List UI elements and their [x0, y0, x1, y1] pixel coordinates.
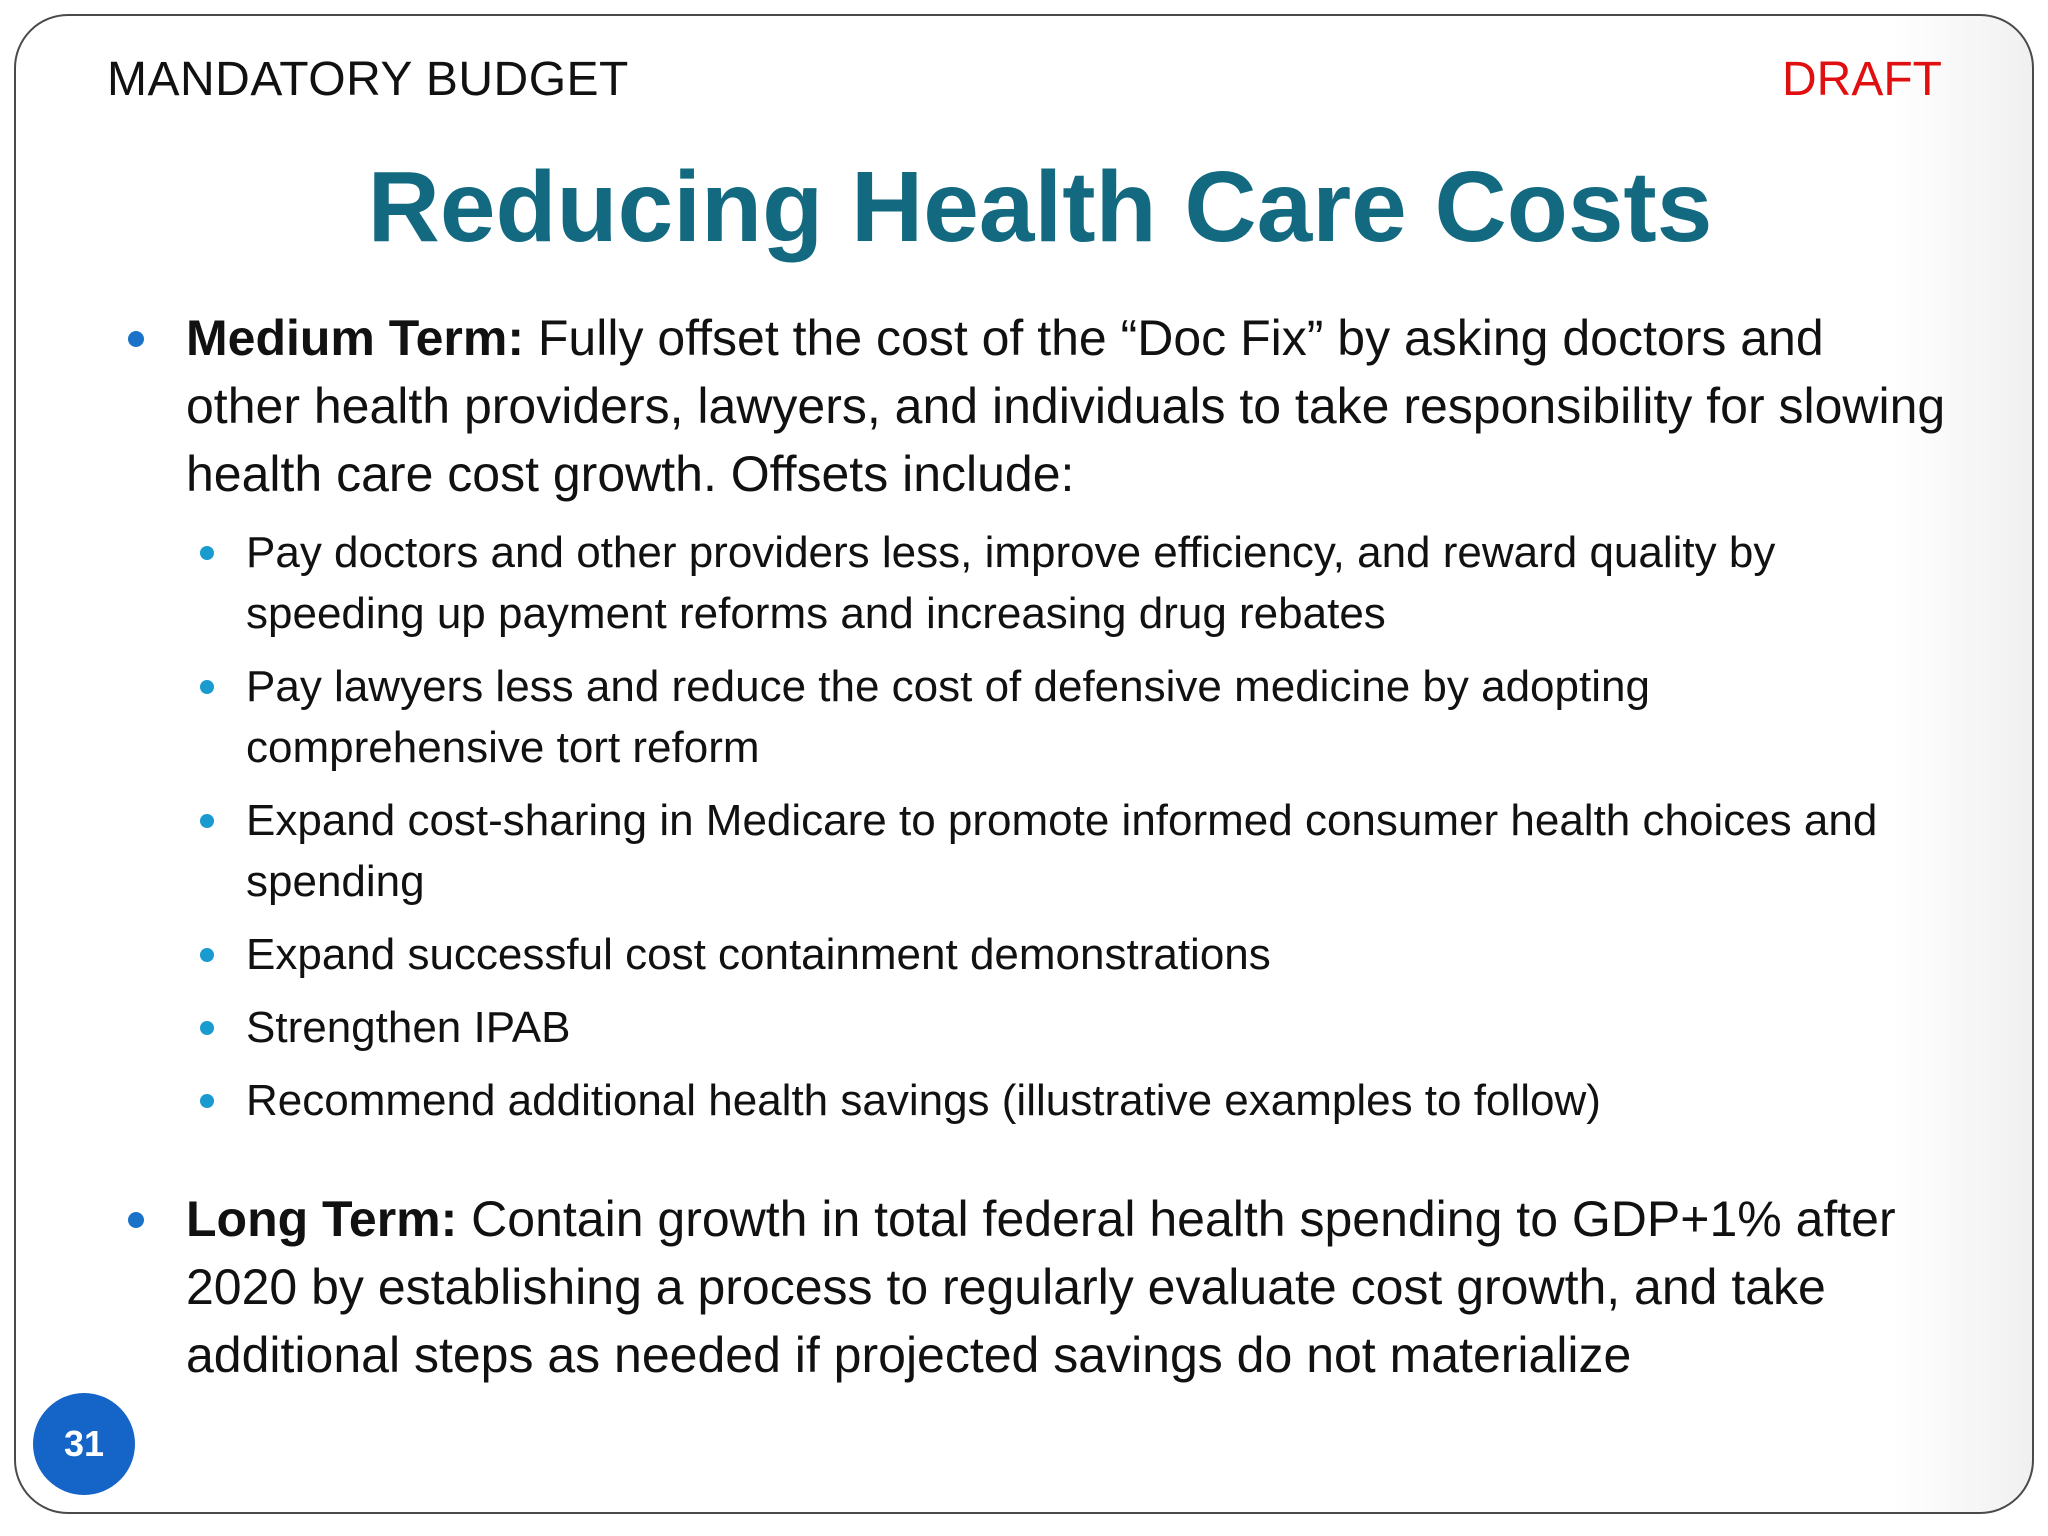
medium-term-label: Medium Term:: [186, 310, 524, 366]
list-item: [246, 656, 1950, 778]
slide-title: Reducing Health Care Costs: [367, 151, 1713, 263]
bullet-icon: [128, 331, 144, 347]
bullet-icon: [200, 1094, 214, 1108]
list-item-text: Strengthen IPAB: [246, 1003, 571, 1052]
long-term-text: Contain growth in total federal health spending to GDP+1% after 2020 by establishing a process to regularly evaluate cost growth, and take additional steps as needed if projected savings do not materialize: [186, 1191, 1896, 1383]
medium-term-item: [120, 304, 1950, 508]
list-item: [246, 790, 1950, 912]
offsets-list: [120, 522, 1950, 1131]
medium-term-text: Fully offset the cost of the “Doc Fix” by asking doctors and other health providers, lawyers, and individuals to take responsibility for slowing health care cost growth. Offsets include:: [186, 310, 1946, 502]
list-item-text: Recommend additional health savings (illustrative examples to follow): [246, 1076, 1601, 1125]
list-item-text: Pay doctors and other providers less, improve efficiency, and reward quality by speeding up payment reforms and increasing drug rebates: [246, 528, 1776, 638]
page-number-badge: 31: [33, 1393, 135, 1495]
list-item-text: Pay lawyers less and reduce the cost of defensive medicine by adopting comprehensive tort reform: [246, 662, 1650, 772]
bullet-icon: [200, 814, 214, 828]
list-item: [246, 924, 1950, 985]
list-item-text: Expand successful cost containment demonstrations: [246, 930, 1271, 979]
list-item: [246, 522, 1950, 644]
list-item: [246, 997, 1950, 1058]
bullet-icon: [200, 680, 214, 694]
draft-label: DRAFT: [1782, 53, 1942, 106]
slide-content: [120, 304, 1950, 1389]
bullet-icon: [200, 948, 214, 962]
bullet-icon: [128, 1212, 144, 1228]
list-item-text: Expand cost-sharing in Medicare to promote informed consumer health choices and spending: [246, 796, 1878, 906]
header-label: MANDATORY BUDGET: [107, 53, 629, 106]
list-item: [246, 1070, 1950, 1131]
bullet-icon: [200, 546, 214, 560]
long-term-label: Long Term:: [186, 1191, 458, 1247]
bullet-icon: [200, 1021, 214, 1035]
long-term-item: [120, 1185, 1950, 1389]
